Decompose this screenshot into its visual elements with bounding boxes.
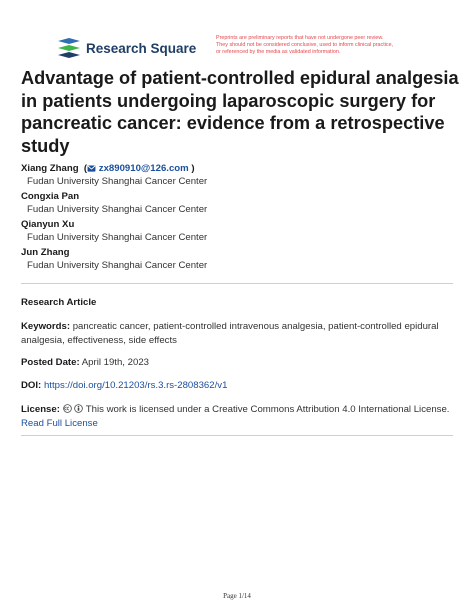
doi-link[interactable]: https://doi.org/10.21203/rs.3.rs-2808362/v1 xyxy=(43,380,228,391)
author-email-link[interactable] xyxy=(87,163,189,174)
posted-date xyxy=(21,356,451,370)
read-full-license-link[interactable]: Read Full License xyxy=(21,418,98,429)
doi-label: DOI: xyxy=(21,380,42,391)
page-number: Page 1/14 xyxy=(223,592,251,600)
author xyxy=(21,162,451,188)
posted-date-value: April 19th, 2023 xyxy=(81,357,149,368)
article-type xyxy=(21,296,451,310)
author-affiliation: Fudan University Shanghai Cancer Center xyxy=(27,260,208,271)
attribution-icon xyxy=(74,404,83,413)
license-text: This work is licensed under a Creative Commons Attribution 4.0 International License. xyxy=(85,404,450,415)
posted-date-label: Posted Date: xyxy=(21,357,80,368)
author-name: Xiang Zhang xyxy=(21,163,79,174)
author xyxy=(21,246,451,272)
article-type-label: Research Article xyxy=(21,297,97,308)
logo-text: Research Square xyxy=(86,40,197,56)
research-square-logo-icon xyxy=(57,37,81,59)
keywords-text: pancreatic cancer, patient-controlled intravenous analgesia, patient-controlled epidural analgesia, effectiveness, side effects xyxy=(21,321,439,346)
author xyxy=(21,190,451,216)
divider xyxy=(21,283,453,284)
author-affiliation: Fudan University Shanghai Cancer Center xyxy=(27,176,208,187)
keywords xyxy=(21,320,451,348)
creative-commons-icon xyxy=(63,404,72,413)
email-group: ( zx890910@126.com ) xyxy=(81,163,195,174)
preprint-disclaimer xyxy=(216,35,456,56)
divider xyxy=(21,435,453,436)
author xyxy=(21,218,451,244)
author-name: Congxia Pan xyxy=(21,191,80,202)
license-label: License: xyxy=(21,404,60,415)
author-list xyxy=(21,162,451,274)
paper-title: Advantage of patient-controlled epidural analgesia in patients undergoing laparoscopic surgery for pancreatic cancer: evidence from a retrospective study xyxy=(21,68,459,156)
author-name: Jun Zhang xyxy=(21,247,70,258)
disclaimer-line: They should not be considered conclusive, used to inform clinical practice, xyxy=(216,42,394,49)
author-affiliation: Fudan University Shanghai Cancer Center xyxy=(27,232,208,243)
disclaimer-line: or referenced by the media as validated information. xyxy=(216,49,341,56)
research-square-logo[interactable] xyxy=(57,37,196,59)
envelope-icon xyxy=(87,165,96,172)
page-header xyxy=(57,35,457,61)
author-affiliation: Fudan University Shanghai Cancer Center xyxy=(27,204,208,215)
author-name: Qianyun Xu xyxy=(21,219,75,230)
keywords-label: Keywords: xyxy=(21,321,71,332)
disclaimer-line: Preprints are preliminary reports that have not undergone peer review. xyxy=(216,35,384,41)
doi xyxy=(21,379,451,393)
license xyxy=(21,403,451,431)
author-email: zx890910@126.com xyxy=(98,163,189,174)
